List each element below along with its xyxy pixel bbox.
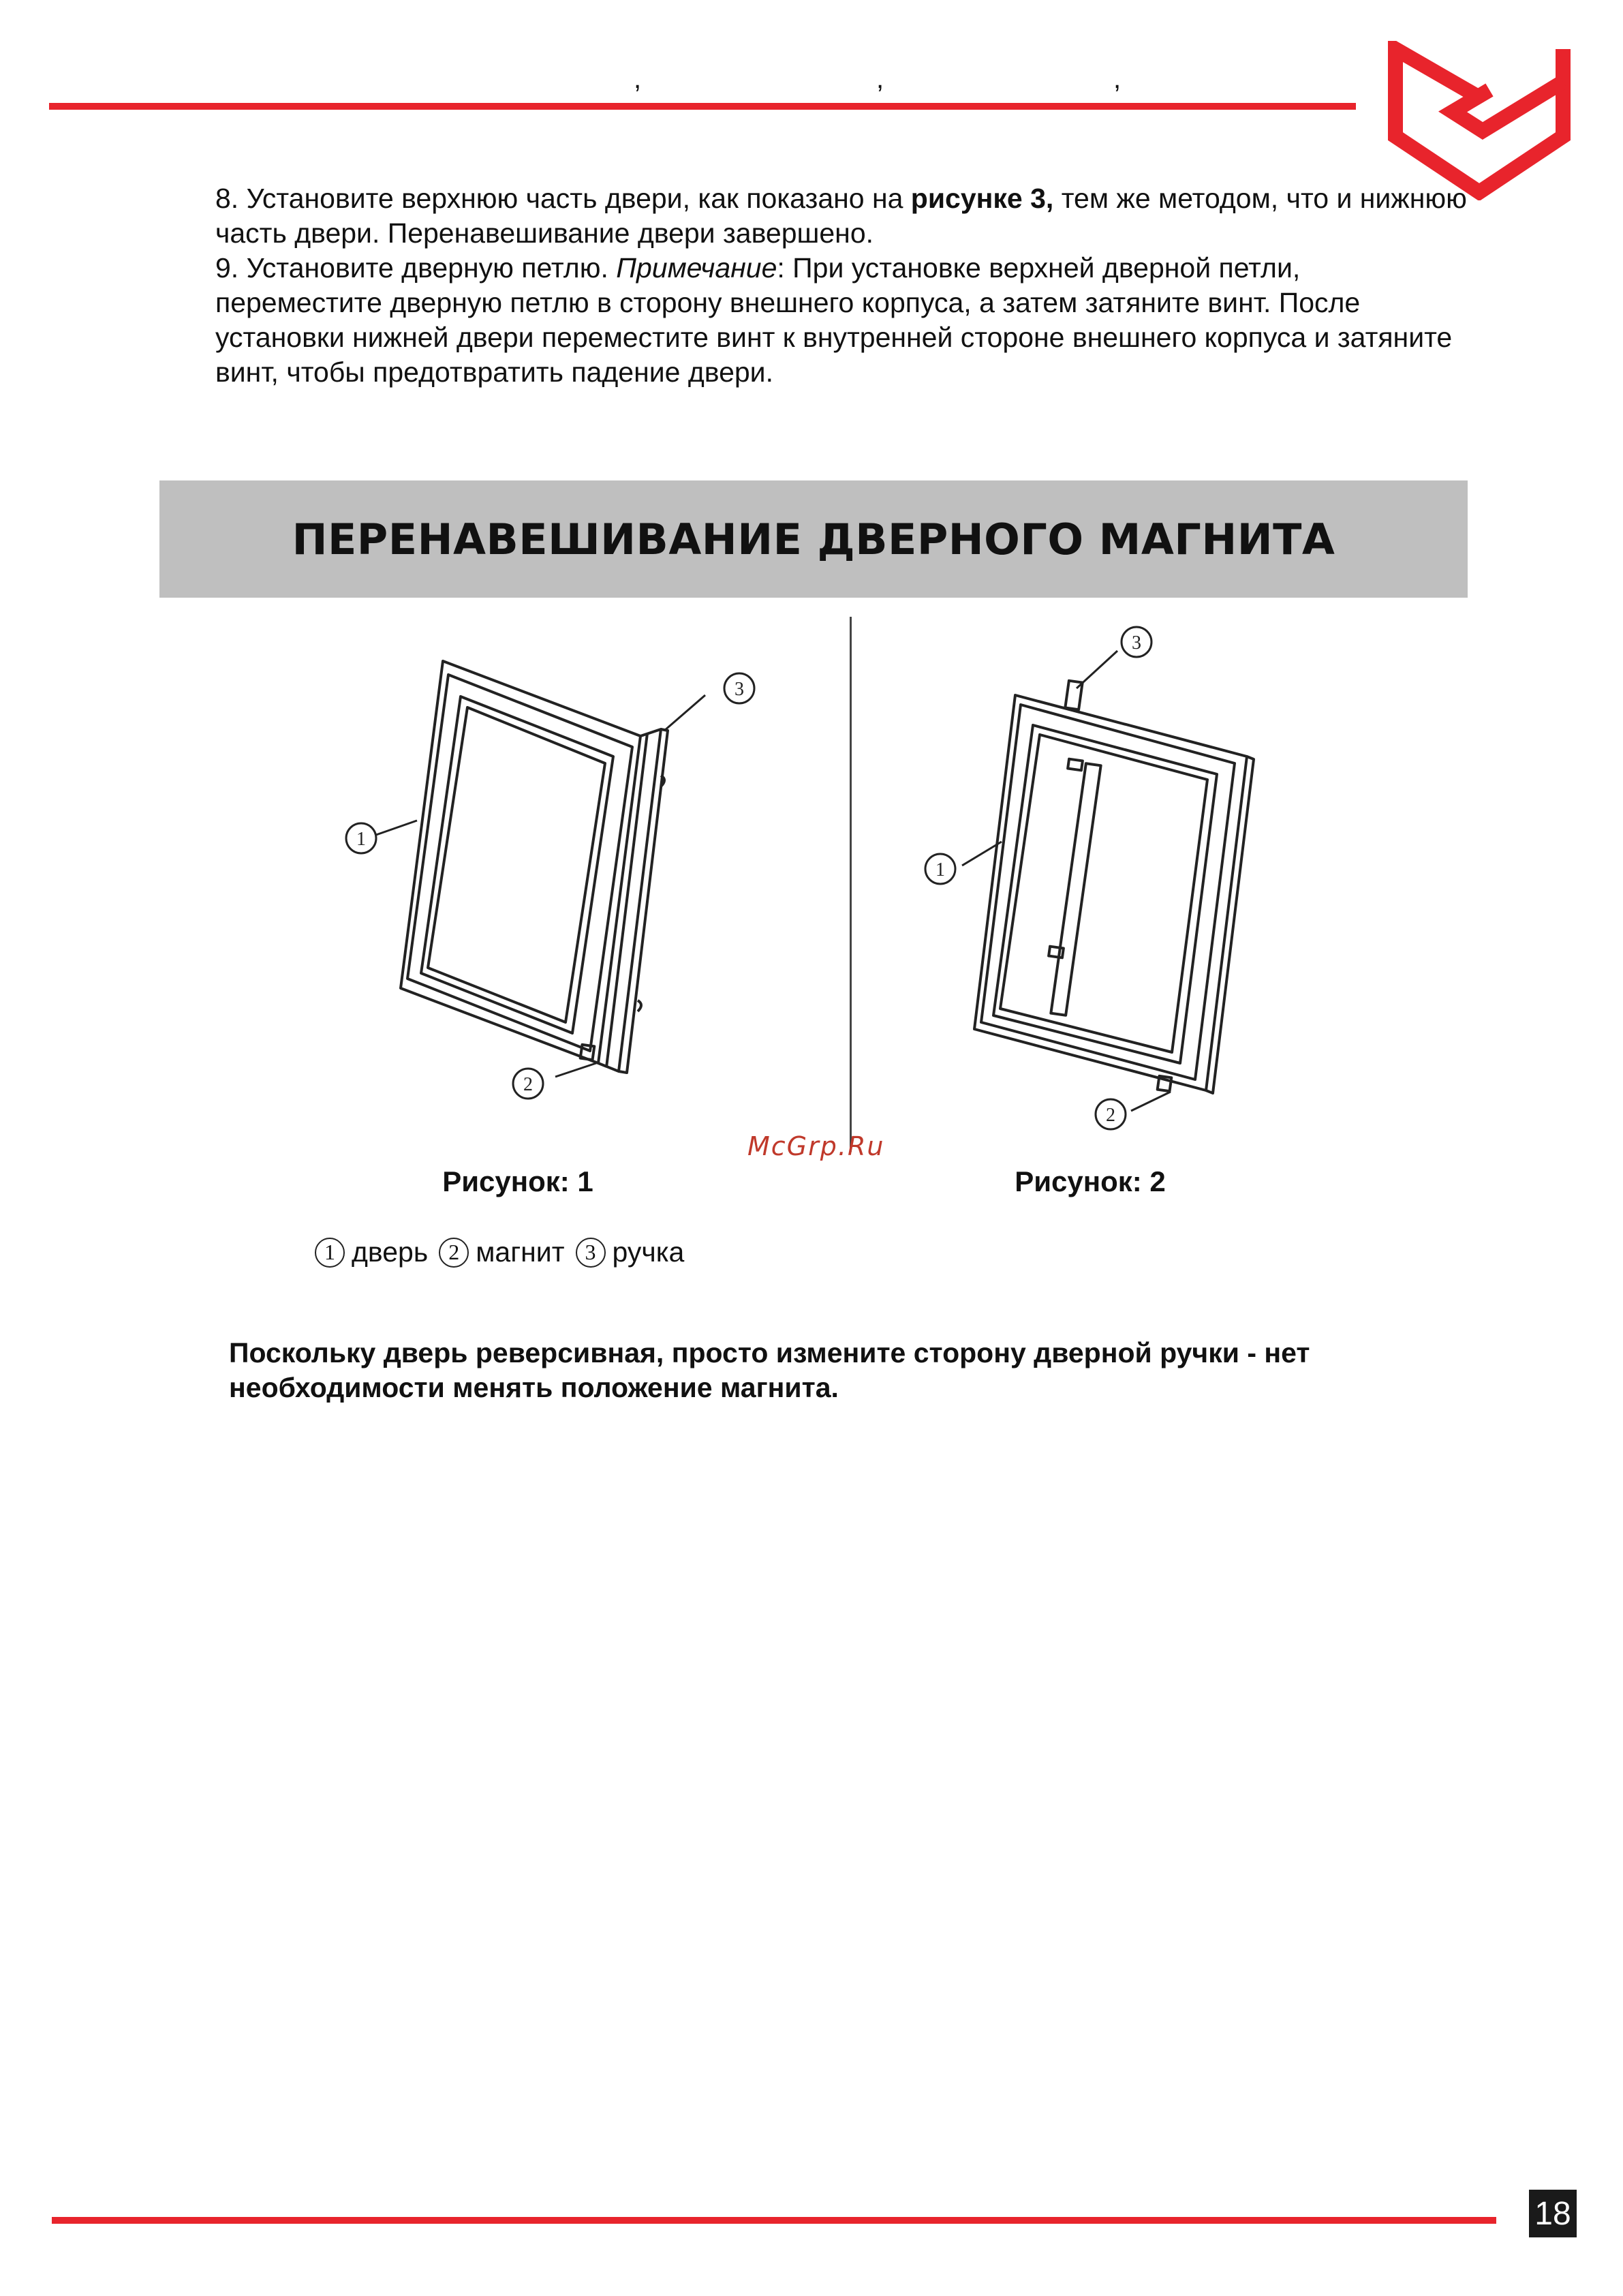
legend-label: ручка <box>612 1236 685 1268</box>
figure-legend <box>315 1236 688 1268</box>
callout-2: 2 <box>1106 1105 1115 1126</box>
header-comma: , <box>634 64 642 94</box>
figure-1-caption: Рисунок: 1 <box>442 1165 593 1197</box>
page-number: 18 <box>1529 2190 1577 2237</box>
legend-label: дверь <box>352 1236 429 1268</box>
brand-logo-icon <box>1387 41 1571 200</box>
section-header-band <box>159 480 1468 598</box>
legend-label: магнит <box>476 1236 565 1268</box>
figure-2-door-diagram <box>913 620 1295 1138</box>
legend-number: 2 <box>439 1238 469 1268</box>
instructions-text <box>215 181 1469 390</box>
legend-number: 1 <box>315 1238 345 1268</box>
header-comma: , <box>876 64 884 94</box>
header-comma: , <box>1113 64 1122 94</box>
figure-1-door-diagram <box>327 627 763 1118</box>
callout-3: 3 <box>1132 632 1141 654</box>
callout-1: 1 <box>356 829 366 850</box>
header-red-line <box>49 103 1356 110</box>
callout-3: 3 <box>735 679 744 700</box>
footer-red-line <box>52 2217 1496 2224</box>
reversible-door-note: Поскольку дверь реверсивная, просто измените сторону дверной ручки - нет необходимости менять положение магнита. <box>229 1337 1310 1403</box>
step-8: 8. Установите верхнюю часть двери, как показано на рисунке 3, тем же методом, что и нижнюю часть двери. Перенавешивание двери завершено. <box>215 183 1467 249</box>
callout-1: 1 <box>936 859 945 881</box>
watermark: McGrp.Ru <box>747 1131 885 1161</box>
section-title: ПЕРЕНАВЕШИВАНИЕ ДВЕРНОГО МАГНИТА <box>292 514 1335 564</box>
step-9: 9. Установите дверную петлю. Примечание: При установке верхней дверной петли, переместите дверную петлю в сторону внешнего корпуса, а затем затяните винт. После установки нижней двери переместите винт к внутренней стороне внешнего корпуса и затяните винт, чтобы предотвратить падение двери. <box>215 252 1453 388</box>
callout-2: 2 <box>523 1074 533 1095</box>
figure-divider <box>850 617 852 1152</box>
figure-2-caption: Рисунок: 2 <box>1015 1165 1166 1197</box>
legend-number: 3 <box>576 1238 606 1268</box>
